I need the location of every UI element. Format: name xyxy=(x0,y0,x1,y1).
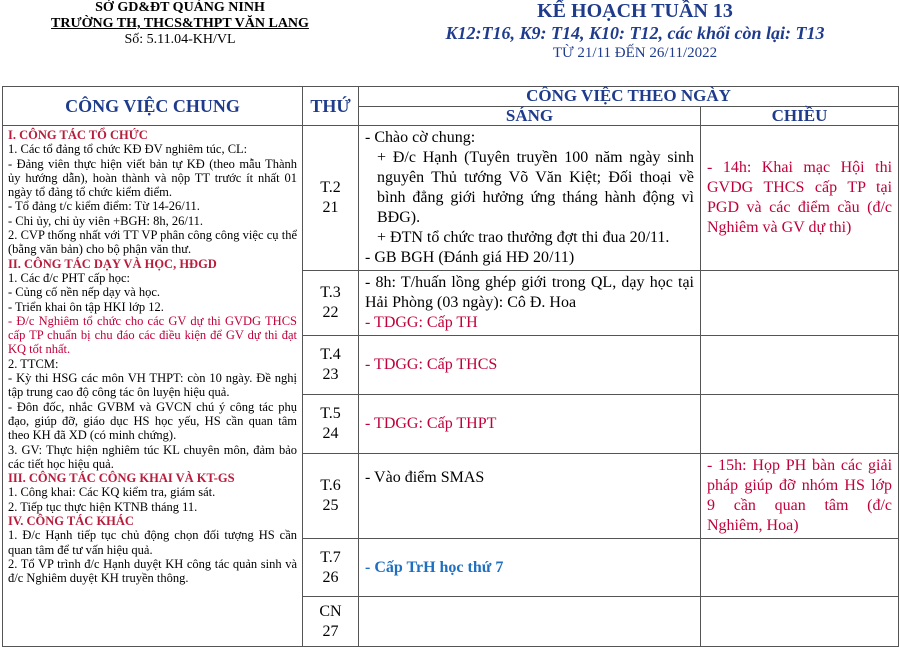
general-work-item: - Triển khai ôn tập HKI lớp 12. xyxy=(8,299,164,314)
plan-subtitle: K12:T16, K9: T14, K10: T12, các khối còn lại: T13 xyxy=(445,23,825,43)
morning-item: - TDGG: Cấp THCS xyxy=(365,356,498,373)
general-work-item: - Tổ đảng t/c kiểm điểm: Từ 14-26/11. xyxy=(8,199,200,214)
morning-header: SÁNG xyxy=(359,107,701,126)
day-cell: T.6 25 xyxy=(303,454,359,539)
plan-date-range: TỪ 21/11 ĐẾN 26/11/2022 xyxy=(552,45,718,61)
morning-item: - GB BGH (Đánh giá HĐ 20/11) xyxy=(365,249,575,266)
afternoon-cell: - 14h: Khai mạc Hội thi GVDG THCS cấp TP tại PGD và các điểm cầu (đ/c Nghiêm và GV dự thi) xyxy=(701,126,899,271)
general-work-item: 3. GV: Thực hiện nghiêm túc KL chuyên môn, đảm bảo các tiết học hiệu quả. xyxy=(8,442,297,471)
day-cell: T.7 26 xyxy=(303,539,359,597)
morning-item: + ĐTN tổ chức trao thưởng đợt thi đua 20/11. xyxy=(377,229,670,246)
daily-work-header: CÔNG VIỆC THEO NGÀY xyxy=(359,87,899,107)
afternoon-cell: - 15h: Họp PH bàn các giải pháp giúp đỡ nhóm HS lớp 9 cần quan tâm (đ/c Nghiêm, Hoa) xyxy=(701,454,899,539)
general-work-item: - Đảng viên thực hiện viết bản tự KĐ (theo mẫu Thành ủy hướng dẫn), hoàn thành và nộp TT trước ít nhất 01 ngày tổ đảng tổ chức kiểm điểm. xyxy=(8,156,297,200)
general-work-item: - Chi ủy, chi ủy viên +BGH: 8h, 26/11. xyxy=(8,213,204,228)
header-right xyxy=(380,0,890,62)
general-work-item: 1. Công khai: Các KQ kiểm tra, giám sát. xyxy=(8,485,216,500)
afternoon-cell xyxy=(701,336,899,395)
morning-cell xyxy=(359,454,701,539)
general-work-item: - Củng cố nền nếp dạy và học. xyxy=(8,285,161,300)
general-work-item: 1. Các tổ đảng tổ chức KĐ ĐV nghiêm túc, CL: xyxy=(8,142,248,157)
afternoon-cell xyxy=(701,539,899,597)
morning-item: - Cấp TrH học thứ 7 xyxy=(365,558,504,576)
general-work-item: 1. Các đ/c PHT cấp học: xyxy=(8,270,130,285)
school-name: TRƯỜNG TH, THCS&THPT VĂN LANG xyxy=(51,16,309,31)
plan-title: KẾ HOẠCH TUẦN 13 xyxy=(537,0,733,22)
day-header: THỨ xyxy=(303,87,359,126)
day-cell: T.3 22 xyxy=(303,271,359,336)
day-cell: T.4 23 xyxy=(303,336,359,395)
general-work-header: CÔNG VIỆC CHUNG xyxy=(3,87,303,126)
morning-cell xyxy=(359,395,701,454)
general-work-item: - Đ/c Nghiêm tổ chức cho các GV dự thi GVDG THCS cấp TP chuẩn bị chu đáo các điều kiện để GV dự thi đạt KQ tốt nhất. xyxy=(8,313,297,357)
general-work-cell xyxy=(3,126,303,647)
general-work-item: - Kỳ thi HSG các môn VH THPT: còn 10 ngày. Đề nghị tập trung cao độ công tác ôn luyện hiệu quả. xyxy=(8,371,297,400)
morning-item: - Vào điểm SMAS xyxy=(365,469,485,486)
general-work-item: 2. Tổ VP trình đ/c Hạnh duyệt KH công tác quản sinh và đ/c Nghiêm duyệt KH truyền thông. xyxy=(8,556,297,586)
section-heading: IV. CÔNG TÁC KHÁC xyxy=(8,514,134,529)
afternoon-header: CHIỀU xyxy=(701,107,899,126)
general-work-item: - Đôn đốc, nhắc GVBM và GVCN chú ý công tác phụ đạo, giúp đỡ, giáo dục HS học yếu, HS cần quan tâm theo KH đã XD (có minh chứng). xyxy=(8,399,297,443)
morning-item: - TDGG: Cấp TH xyxy=(365,314,478,331)
day-cell: T.5 24 xyxy=(303,395,359,454)
header-left xyxy=(0,0,360,48)
general-work-item: 2. TTCM: xyxy=(8,356,59,371)
morning-item: - Chào cờ chung: xyxy=(365,129,476,146)
morning-item: - TDGG: Cấp THPT xyxy=(365,415,497,432)
afternoon-cell xyxy=(701,597,899,647)
day-cell: T.2 21 xyxy=(303,126,359,271)
section-heading: III. CÔNG TÁC CÔNG KHAI VÀ KT-GS xyxy=(8,471,235,486)
section-heading: I. CÔNG TÁC TỔ CHỨC xyxy=(8,128,148,142)
section-heading: II. CÔNG TÁC DẠY VÀ HỌC, HĐGD xyxy=(8,256,217,271)
morning-cell xyxy=(359,271,701,336)
general-work-item: 2. CVP thống nhất với TT VP phân công công việc cụ thể (bằng văn bản) cho bộ phận văn thư. xyxy=(8,228,297,257)
afternoon-cell xyxy=(701,271,899,336)
morning-cell xyxy=(359,336,701,395)
general-work-item: 2. Tiếp tục thực hiện KTNB tháng 11. xyxy=(8,499,198,514)
general-work-item: 1. Đ/c Hạnh tiếp tục chủ động chọn đối tượng HS cần quan tâm để tư vấn hiệu quả. xyxy=(8,528,297,557)
day-cell: CN 27 xyxy=(303,597,359,647)
morning-cell xyxy=(359,539,701,597)
document-number: Số: 5.11.04-KH/VL xyxy=(124,32,236,47)
afternoon-cell xyxy=(701,395,899,454)
weekly-plan-table xyxy=(2,86,899,647)
morning-item: + Đ/c Hạnh (Tuyên truyền 100 năm ngày sinh nguyên Thủ tướng Võ Văn Kiệt; Đối thoại về bình đẳng giới hưởng ứng tháng hành động vì BĐG). xyxy=(377,149,694,226)
morning-item: - 8h: T/huấn lồng ghép giới trong QL, dạy học tại Hải Phòng (03 ngày): Cô Đ. Hoa xyxy=(365,274,694,311)
morning-cell xyxy=(359,126,701,271)
department-name: SỞ GD&ĐT QUẢNG NINH xyxy=(95,0,265,15)
morning-cell xyxy=(359,597,701,647)
